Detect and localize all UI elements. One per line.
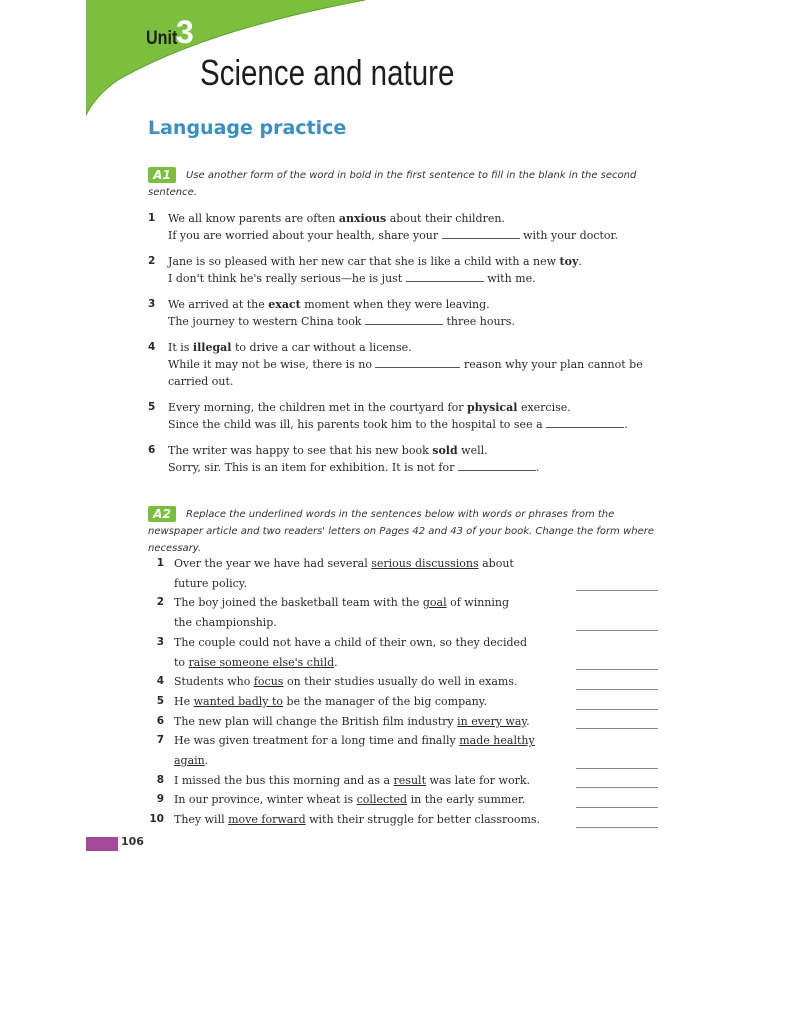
page-title: Science and nature — [200, 52, 455, 93]
page-number: 106 — [121, 835, 144, 848]
list-item: 5 He wanted badly to be the manager of the big company. — [146, 692, 554, 712]
item-number: 6 — [156, 714, 164, 727]
a1-instruction: A1 Use another form of the word in bold in the first sentence to fill in the blank in the second sentence. — [148, 168, 637, 198]
unit-label: Unit — [146, 28, 178, 49]
answer-blank[interactable] — [442, 227, 520, 239]
list-item: 6 The writer was happy to see that his new book sold well. Sorry, sir. This is an item for exhibition. It is not for . — [148, 444, 540, 474]
item-number: 10 — [149, 813, 164, 826]
a1-badge: A1 — [148, 167, 176, 183]
section-title: Language practice — [148, 117, 347, 139]
answer-line[interactable] — [576, 827, 658, 828]
list-item: 2 The boy joined the basketball team with the goal of winning the championship. — [146, 593, 554, 632]
answer-line[interactable] — [576, 709, 658, 710]
list-item: 6 The new plan will change the British film industry in every way. — [146, 712, 554, 732]
a2-instruction: A2 Replace the underlined words in the sentences below with words or phrases from the newspaper article and two readers' letters on Pages 42 and 43 of your book. Change the form where necessary. — [148, 507, 654, 554]
unit-number: 3 — [176, 14, 194, 50]
page-number-bar — [86, 837, 118, 851]
item-number: 1 — [156, 557, 164, 569]
item-number: 1 — [148, 212, 156, 224]
item-number: 9 — [156, 793, 164, 806]
a1-exercise-list — [148, 210, 658, 485]
item-number: 5 — [156, 694, 164, 707]
list-item: 1 We all know parents are often anxious about their children. If you are worried about your health, share your with your doctor. — [148, 212, 619, 242]
list-item: 4 Students who focus on their studies usually do well in exams. — [146, 672, 554, 692]
list-item: 7 He was given treatment for a long time and finally made healthy again. — [146, 731, 554, 770]
list-item: 3 We arrived at the exact moment when they were leaving. The journey to western China took three hours. — [148, 298, 515, 328]
item-number: 5 — [148, 401, 156, 413]
list-item: 2 Jane is so pleased with her new car that she is like a child with a new toy. I don't think he's really serious—he is just with me. — [148, 255, 582, 285]
answer-line[interactable] — [576, 807, 658, 808]
list-item: 1 Over the year we have had several serious discussions about future policy. — [146, 554, 554, 593]
a2-exercise-list — [146, 554, 666, 830]
answer-line[interactable] — [576, 787, 658, 788]
item-number: 8 — [156, 773, 164, 786]
item-number: 3 — [156, 635, 164, 648]
item-number: 4 — [148, 341, 156, 353]
answer-line[interactable] — [576, 590, 658, 591]
item-number: 6 — [148, 444, 156, 456]
answer-blank[interactable] — [458, 459, 536, 471]
answer-line[interactable] — [576, 669, 658, 670]
answer-line[interactable] — [576, 768, 658, 769]
answer-line[interactable] — [576, 728, 658, 729]
answer-blank[interactable] — [406, 270, 484, 282]
list-item: 9 In our province, winter wheat is collected in the early summer. — [146, 790, 554, 810]
item-number: 7 — [156, 734, 164, 747]
answer-blank[interactable] — [546, 416, 624, 428]
item-number: 2 — [148, 255, 156, 267]
item-number: 3 — [148, 298, 156, 310]
list-item: 4 It is illegal to drive a car without a license. While it may not be wise, there is no reason why your plan cannot be carried out. — [148, 341, 643, 388]
answer-blank[interactable] — [375, 356, 460, 368]
answer-line[interactable] — [576, 689, 658, 690]
answer-line[interactable] — [576, 630, 658, 631]
list-item: 5 Every morning, the children met in the courtyard for physical exercise. Since the child was ill, his parents took him to the hospital to see a . — [148, 401, 628, 431]
answer-blank[interactable] — [365, 313, 443, 325]
item-number: 4 — [156, 675, 164, 688]
item-number: 2 — [156, 596, 164, 609]
list-item: 8 I missed the bus this morning and as a result was late for work. — [146, 771, 554, 791]
list-item: 10 They will move forward with their struggle for better classrooms. — [146, 810, 554, 830]
a2-badge: A2 — [148, 506, 176, 522]
list-item: 3 The couple could not have a child of their own, so they decided to raise someone else's child. — [146, 633, 554, 672]
